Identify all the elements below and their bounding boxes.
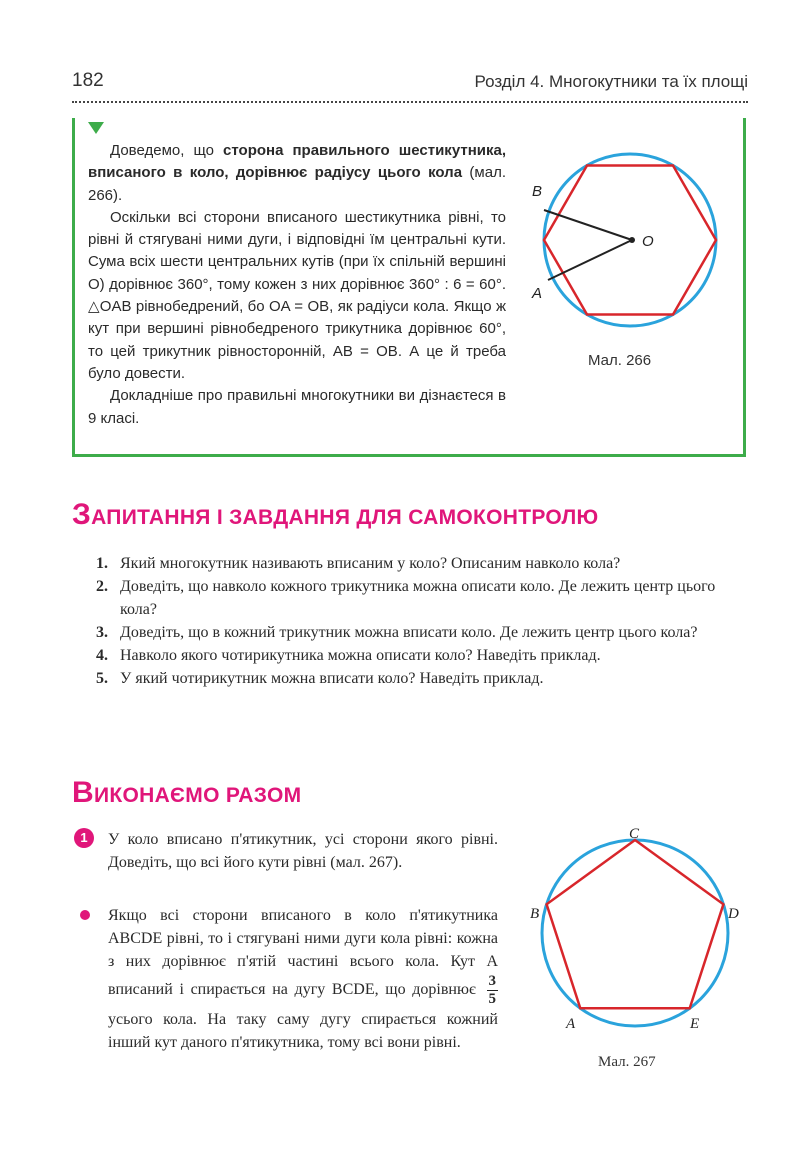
proof-p1-ref: (мал. 266).	[88, 164, 506, 204]
list-item	[96, 621, 748, 644]
header-divider	[72, 101, 748, 103]
question-number: 3.	[96, 624, 108, 641]
fraction-denominator: 5	[488, 991, 496, 1007]
question-text: Доведіть, що в кожний трикутник можна вписати коло. Де лежить центр цього кола?	[120, 624, 698, 641]
list-item	[96, 575, 748, 621]
chapter-title: Розділ 4. Многокутники та їх площі	[474, 72, 748, 91]
solution-bullet-icon	[80, 910, 90, 920]
center-point	[629, 237, 635, 243]
title-initial: З	[72, 498, 92, 531]
page-number: 182	[72, 70, 104, 91]
label-c: C	[629, 828, 640, 842]
title-rest: АПИТАННЯ І ЗАВДАННЯ ДЛЯ САМОКОНТРОЛЮ	[91, 506, 599, 529]
question-number: 2.	[96, 578, 108, 595]
question-text: Який многокутник називають вписаним у коло? Описаним навколо кола?	[120, 555, 621, 572]
fraction	[487, 973, 499, 1008]
circumcircle	[542, 840, 728, 1026]
segment-oa	[548, 240, 632, 280]
fraction-numerator: 3	[488, 973, 496, 989]
proof-p1-lead: Доведемо, що	[110, 142, 224, 159]
solution-text	[108, 904, 498, 1054]
title-initial: В	[72, 776, 94, 809]
triangle-marker-icon	[88, 122, 104, 134]
list-item	[96, 552, 748, 575]
proof-paragraph-2: Оскільки всі сторони вписаного шестикутника рівні, то рівні й стягувані ними дуги, і відповідні їм центральні кути. Сума всіх шести центральних кутів (при їх спільній вершині O) дорівнює 360°, тому кожен з них дорівнює 360° : 6 = 60°. △OAB рівнобедрений, бо OA = OB, як радіуси кола. Якщо ж кут при вершині рівнобедреного трикутника дорівнює 60°, то цей трикутник рівносторонній, AB = OB. А це й треба було довести.	[88, 208, 506, 382]
figure-267-caption: Мал. 267	[598, 1054, 656, 1070]
question-text: Доведіть, що навколо кожного трикутника можна описати коло. Де лежить центр цього кола?	[120, 578, 716, 618]
task-number-badge: 1	[74, 828, 94, 848]
label-d: D	[728, 906, 739, 922]
proof-statement: сторона правильного шестикутника, вписаного в коло, дорівнює радіусу цього кола	[88, 142, 506, 182]
section-title-together	[72, 776, 301, 810]
section-title-self-control	[72, 498, 599, 532]
label-b: B	[530, 906, 540, 922]
title-rest: ИКОНАЄМО РАЗОМ	[93, 784, 302, 807]
question-number: 4.	[96, 647, 108, 664]
label-o: O	[642, 233, 654, 250]
label-a: A	[532, 285, 543, 302]
list-item	[96, 644, 748, 667]
solution-part-2: усього кола. На таку саму дугу спирається кожний інший кут даного п'ятикутника, тому всі вони рівні.	[108, 1011, 498, 1051]
questions-list	[96, 552, 748, 690]
proof-text	[88, 140, 506, 430]
figure-266-hexagon	[522, 140, 722, 340]
list-item	[96, 667, 748, 690]
proof-paragraph-3: Докладніше про правильні многокутники ви дізнаєтеся в 9 класі.	[88, 387, 506, 427]
solution-part-1: Якщо всі сторони вписаного в коло п'ятикутника ABCDE рівні, то і стягувані ними дуги кола рівні: кожна з них дорівнює п'ятій частині всього кола. Кут A вписаний і спирається на дугу BCDE, що дорівнює	[108, 907, 498, 999]
segment-ob	[544, 210, 632, 240]
task-text: У коло вписано п'ятикутник, усі сторони якого рівні. Доведіть, що всі його кути рівні (мал. 267).	[108, 831, 498, 871]
figure-267-pentagon	[530, 828, 740, 1048]
label-e: E	[690, 1016, 700, 1032]
figure-266-caption: Мал. 266	[588, 352, 652, 369]
question-text: У який чотирикутник можна вписати коло? Наведіть приклад.	[120, 670, 544, 687]
question-text: Навколо якого чотирикутника можна описати коло? Наведіть приклад.	[120, 647, 601, 664]
question-number: 5.	[96, 670, 108, 687]
label-a: A	[566, 1016, 576, 1032]
label-b: B	[532, 183, 543, 200]
question-number: 1.	[96, 555, 108, 572]
proof-paragraph-1	[88, 140, 506, 207]
